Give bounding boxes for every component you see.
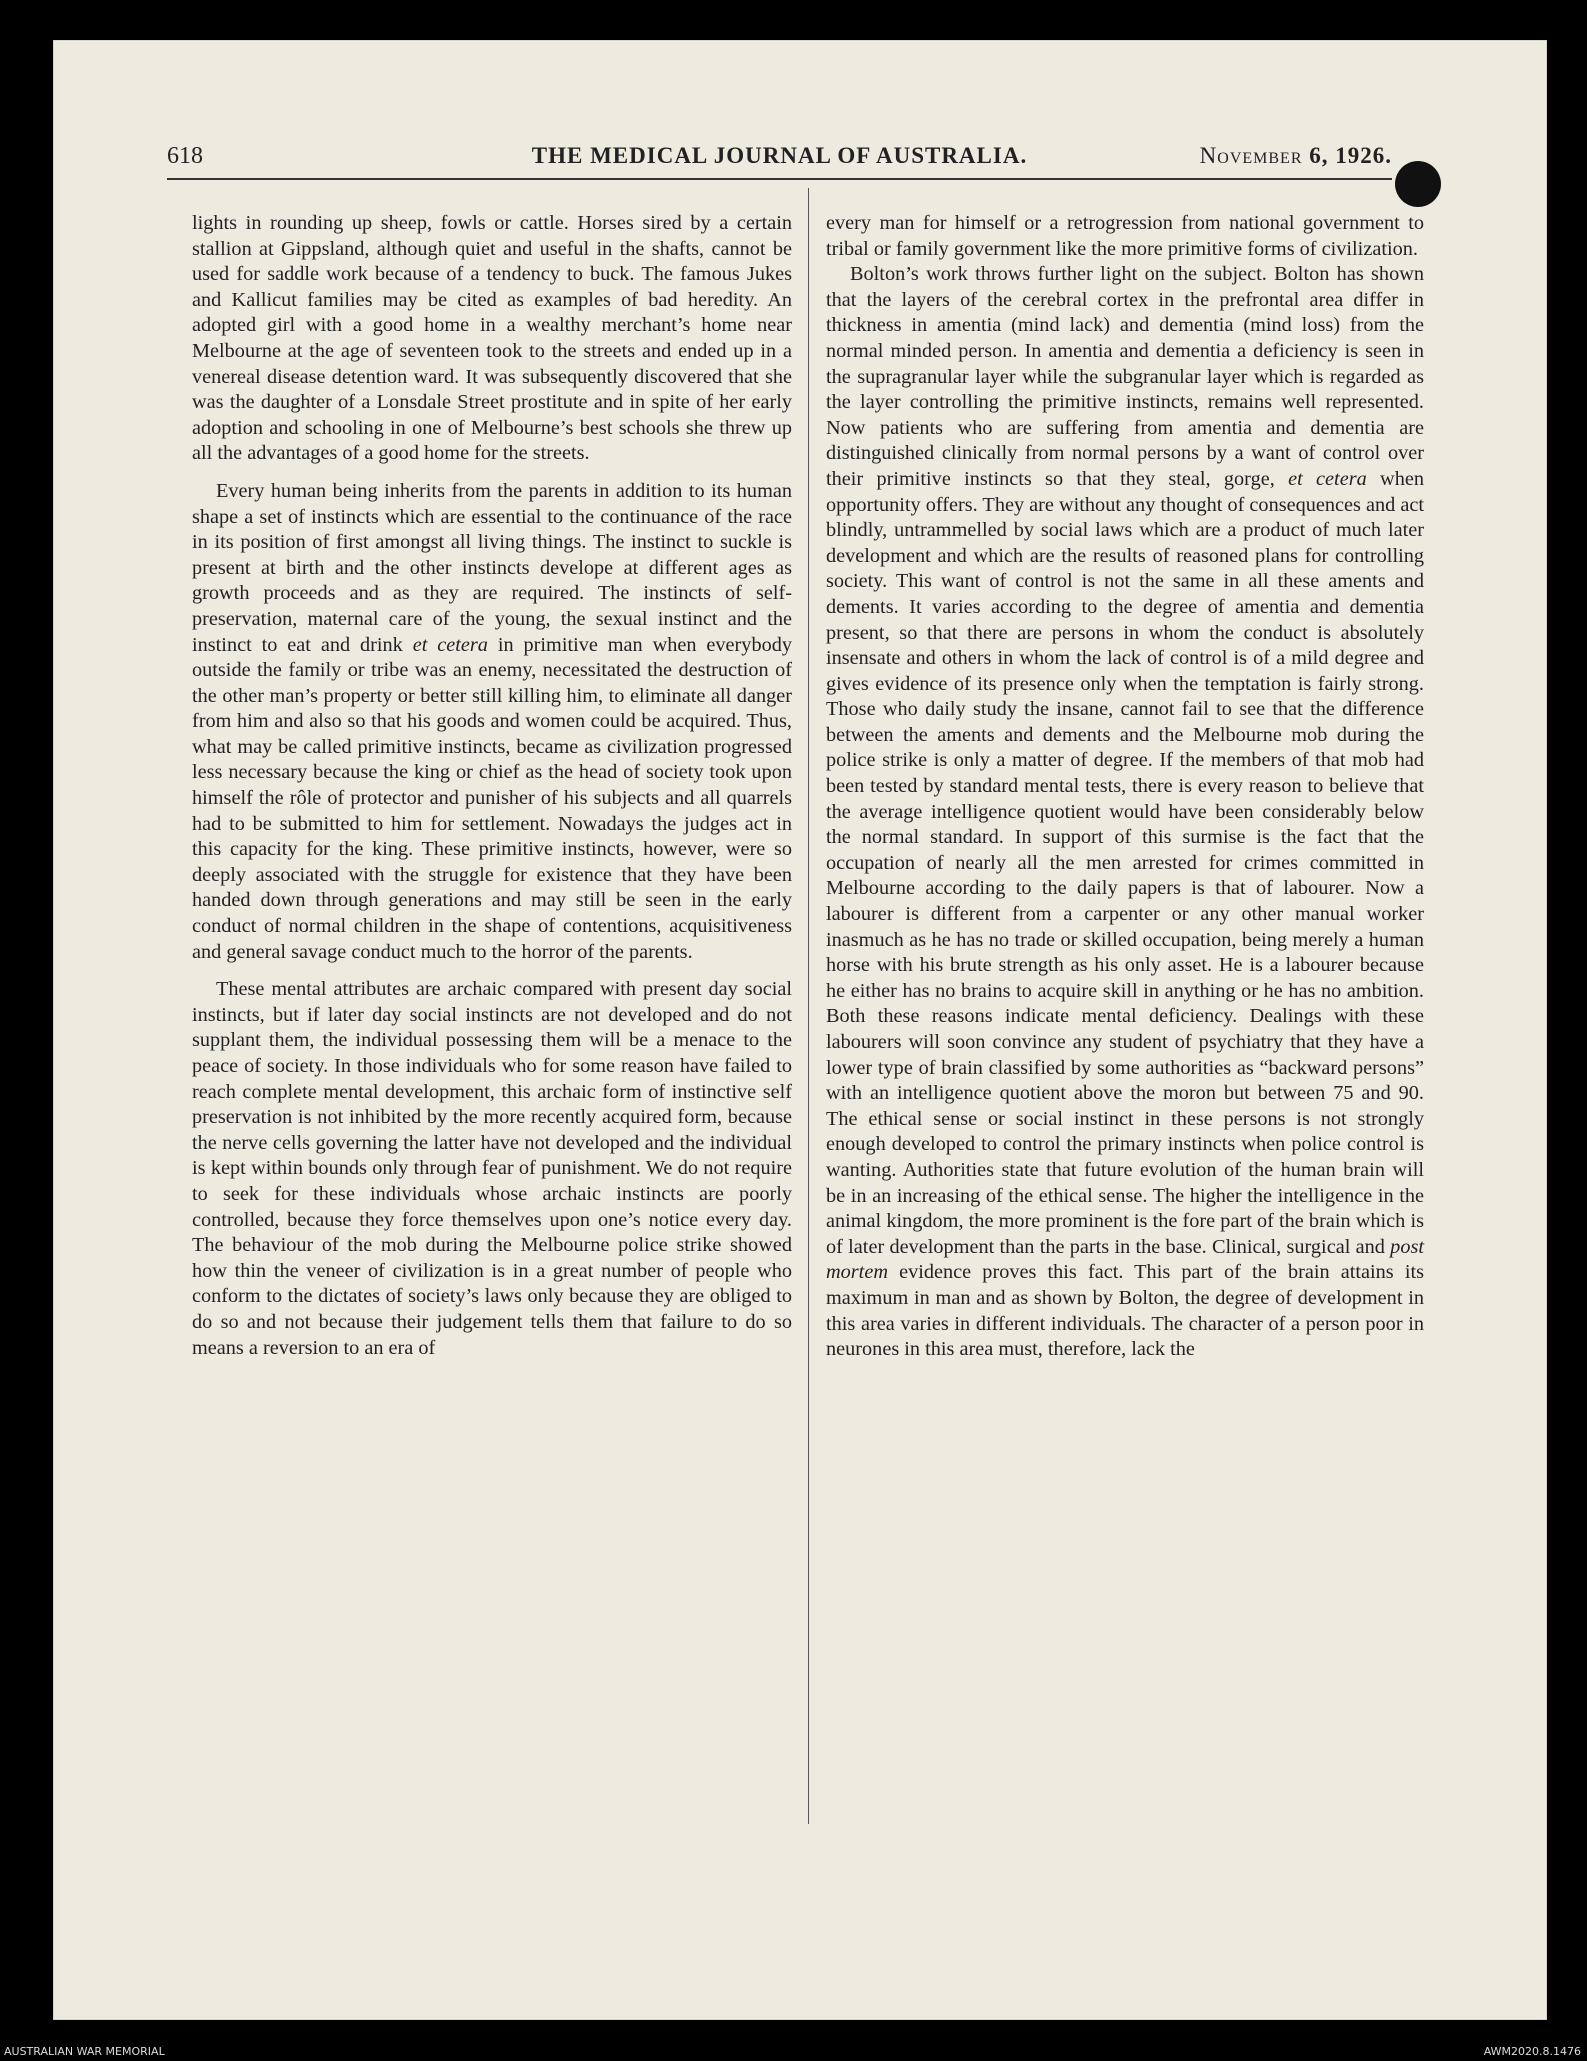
punch-hole <box>1395 161 1441 207</box>
right-column <box>826 211 1424 1363</box>
paragraph-text: Bolton’s work throws further light on the subject. Bolton has shown that the layers of the cerebral cortex in the prefrontal area differ in thickness in amentia (mind lack) and dementia (mind loss) from the normal minded person. In amentia and dementia a deficiency is seen in the supragranular layer while the subgranular layer which is regarded as the layer controlling the primitive instincts, remains well represented. Now patients who are suffering from amentia and dementia are distinguished clinically from normal persons by a want of control over their primitive instincts so that they steal, gorge, <box>826 263 1424 490</box>
italic-text: et cetera <box>412 633 488 656</box>
left-column <box>192 211 792 1361</box>
paragraph: These mental attributes are archaic compared with present day social instincts, but if later day social instincts are not developed and do not supplant them, the individual possessing them will be a menace to the peace of society. In those individuals who for some reason have failed to reach complete mental development, this archaic form of instinctive self preservation is not inhibited by the more recently acquired form, because the nerve cells governing the latter have not developed and the individual is kept within bounds only through fear of punishment. We do not require to seek for these individuals whose archaic instincts are poorly controlled, because they force themselves upon one’s notice every day. The behaviour of the mob during the Melbourne police strike showed how thin the veneer of civilization is in a great number of people who conform to the dictates of society’s laws only because they are obliged to do so and not because their judgement tells them that failure to do so means a reversion to an era of <box>192 978 792 1359</box>
journal-title: THE MEDICAL JOURNAL OF AUSTRALIA. <box>531 143 1028 168</box>
footer-archive-name: AUSTRALIAN WAR MEMORIAL <box>4 2045 165 2058</box>
page-number: 618 <box>167 143 203 169</box>
issue-date-month: November <box>1199 143 1303 168</box>
paragraph <box>192 479 792 965</box>
header-rule <box>167 178 1392 180</box>
paragraph: every man for himself or a retrogression from national government to tribal or family government like the more primitive forms of civilization. <box>826 212 1424 260</box>
paragraph-text: Every human being inherits from the parents in addition to its human shape a set of instincts which are essential to the continuance of the race in its position of first amongst all living things. The instinct to suckle is present at birth and the other instincts develope at different ages as growth proceeds and as they are required. The instincts of self-preservation, maternal care of the young, the sexual instinct and the instinct to eat and drink <box>192 479 792 656</box>
paragraph-text: when opportunity offers. They are without any thought of consequences and act blindly, untrammelled by social laws which are a product of much later development and which are the results of reasoned plans for controlling society. This want of control is not the same in all these aments and dements. It varies according to the degree of amentia and dementia present, so that there are persons in whom the conduct is absolutely insensate and others in whom the lack of control is of a mild degree and gives evidence of its presence only when the temptation is fairly strong. Those who daily study the insane, cannot fail to see that the difference between the aments and dements and the Melbourne mob during the police strike is only a matter of degree. If the members of that mob had been tested by standard mental tests, there is every reason to believe that the average intelligence quotient would have been considerably below the normal standard. In support of this surmise is the fact that the occupation of nearly all the men arrested for crimes committed in Melbourne according to the daily papers is that of labourer. Now a labourer is different from a carpenter or any other manual worker inasmuch as he has no trade or skilled occupation, being merely a human horse with his brute strength as his only asset. He is a labourer because he either has no brains to acquire skill in anything or he has no ambition. Both these reasons indicate mental deficiency. Dealings with these labourers will soon convince any student of psychiatry that they have a lower type of brain classified by some authorities as “backward persons” with an intelligence quotient above the moron but between 75 and 90. The ethical sense or social instinct in these persons is not strongly enough developed to control the primary instincts when police control is wanting. Authorities state that future evolution of the human brain will be in an increasing of the ethical sense. The higher the intelligence in the animal kingdom, the more prominent is the fore part of the brain which is of later development than the parts in the base. Clinical, surgical and <box>826 467 1424 1258</box>
column-divider <box>808 188 809 1824</box>
issue-date <box>1200 143 1392 169</box>
paragraph-text: in primitive man when everybody outside the family or tribe was an enemy, necessitated the destruction of the other man’s property or better still killing him, to eliminate all danger from him and also so that his goods and women could be acquired. Thus, what may be called primitive instincts, became as civilization progressed less necessary because the king or chief as the head of society took upon himself the rôle of protector and punisher of his subjects and all quarrels had to be submitted to him for settlement. Nowadays the judges act in this capacity for the king. These primitive instincts, however, were so deeply associated with the struggle for existence that they have been handed down through generations and may still be seen in the early conduct of normal children in the shape of contentions, acquisitiveness and general savage conduct much to the horror of the parents. <box>192 633 793 963</box>
issue-date-day-year: 6, 1926. <box>1309 143 1392 168</box>
page-header <box>167 143 1392 179</box>
footer-archive-id: AWM2020.8.1476 <box>1483 2045 1581 2058</box>
italic-text: et cetera <box>1288 467 1367 490</box>
paragraph: lights in rounding up sheep, fowls or cattle. Horses sired by a certain stallion at Gippsland, although quiet and useful in the shafts, cannot be used for saddle work because of a tendency to buck. The famous Jukes and Kallicut families may be cited as examples of bad heredity. An adopted girl with a good home in a wealthy merchant’s home near Melbourne at the age of seventeen took to the streets and ended up in a venereal disease detention ward. It was subsequently discovered that she was the daughter of a Lonsdale Street prostitute and in spite of her early adoption and schooling in one of Melbourne’s best schools she threw up all the advantages of a good home for the streets. <box>192 212 792 465</box>
italic-text: post mortem <box>826 1235 1424 1284</box>
paragraph <box>826 262 1424 1363</box>
paragraph-text: evidence proves this fact. This part of the brain attains its maximum in man and as shown by Bolton, the degree of development in this area varies in different individuals. The character of a person poor in neurones in this area must, therefore, lack the <box>826 1261 1424 1361</box>
